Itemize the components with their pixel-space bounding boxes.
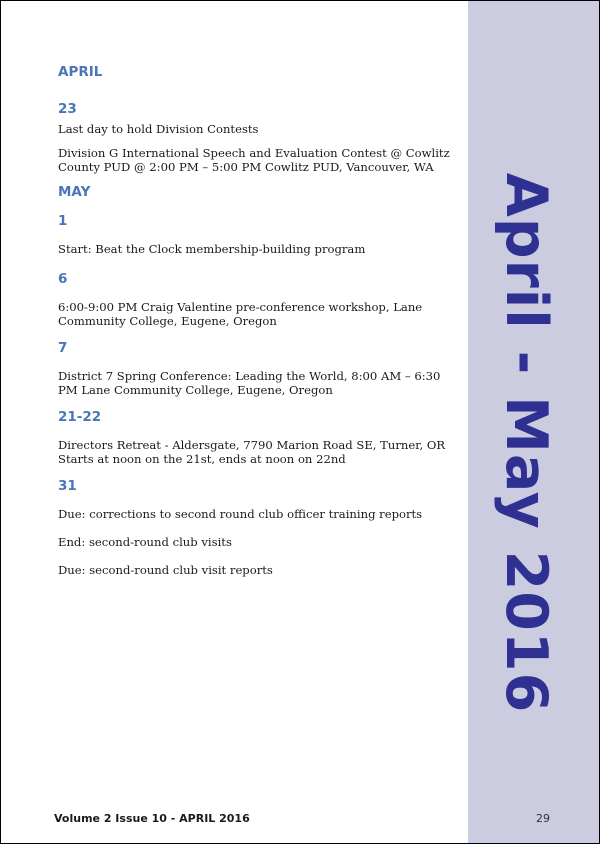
event-text: Due: second-round club visit reports: [58, 563, 273, 577]
footer-issue: Volume 2 Issue 10 - APRIL 2016: [54, 812, 250, 825]
event-text: Start: Beat the Clock membership-building program: [58, 242, 366, 256]
month-heading-may: MAY: [58, 184, 91, 200]
day-heading: 7: [58, 340, 68, 356]
day-heading: 31: [58, 478, 77, 494]
sidebar-title: April - May 2016: [493, 172, 559, 714]
page-number: 29: [536, 812, 550, 825]
day-heading: 21-22: [58, 409, 102, 425]
event-text: Last day to hold Division Contests: [58, 122, 259, 136]
event-text: Directors Retreat - Aldersgate, 7790 Marion Road SE, Turner, OR Starts at noon on the 21st, ends at noon on 22nd: [58, 438, 446, 466]
event-text: Due: corrections to second round club officer training reports: [58, 507, 423, 521]
month-heading-april: APRIL: [58, 64, 103, 80]
calendar: [58, 63, 450, 577]
day-heading: 6: [58, 271, 68, 287]
event-text: 6:00-9:00 PM Craig Valentine pre-conference workshop, Lane Community College, Eugene, Oregon: [58, 300, 423, 328]
event-text: End: second-round club visits: [58, 535, 232, 549]
day-heading: 1: [58, 213, 68, 229]
event-text: District 7 Spring Conference: Leading the World, 8:00 AM – 6:30 PM Lane Community College, Eugene, Oregon: [58, 369, 441, 397]
day-heading: 23: [58, 101, 77, 117]
event-text: Division G International Speech and Evaluation Contest @ Cowlitz County PUD @ 2:00 PM – 5:00 PM Cowlitz PUD, Vancouver, WA: [58, 146, 450, 174]
